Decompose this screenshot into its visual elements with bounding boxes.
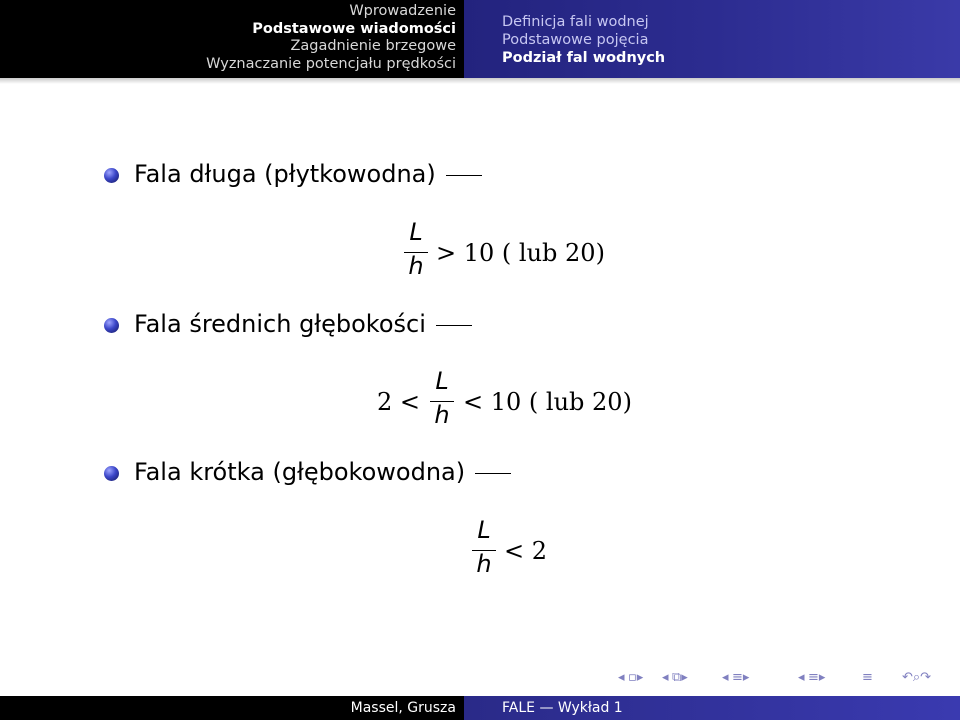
- fraction-denominator: h: [434, 401, 450, 429]
- em-dash: [446, 175, 482, 176]
- section-prev-icon[interactable]: ◂: [722, 670, 729, 685]
- list-item-fala-srednich: [134, 310, 472, 338]
- em-dash: [475, 473, 511, 474]
- slide-next-icon[interactable]: ⧉▸: [672, 670, 688, 685]
- em-dash: [436, 325, 472, 326]
- section-link-podstawowe-wiadomosci[interactable]: Podstawowe wiadomości: [252, 20, 456, 37]
- slide-prev-icon[interactable]: ◂: [662, 670, 669, 685]
- list-item-label: Fala średnich głębokości: [134, 310, 426, 338]
- frame-next-icon[interactable]: ▫▸: [628, 670, 644, 685]
- subsection-link-podzial[interactable]: Podział fal wodnych: [502, 50, 666, 66]
- formula-relation: < 10 ( lub 20): [463, 388, 632, 416]
- list-item-fala-dluga: [134, 160, 482, 188]
- section-next-icon[interactable]: ≡▸: [732, 670, 750, 685]
- subsection-link-pojecia[interactable]: Podstawowe pojęcia: [502, 32, 649, 48]
- header-shadow: [0, 78, 960, 84]
- footer-author: Massel, Grusza: [350, 700, 456, 716]
- fraction-l-over-h: [430, 367, 454, 437]
- footer-left: [0, 696, 464, 720]
- fraction-l-over-h: [404, 218, 428, 288]
- list-item-label: Fala długa (płytkowodna): [134, 160, 436, 188]
- formula-relation: < 2: [504, 537, 548, 565]
- subsection-prev-icon[interactable]: ◂: [798, 670, 805, 685]
- fraction-numerator: L: [435, 367, 449, 395]
- section-link-zagadnienie-brzegowe[interactable]: Zagadnienie brzegowe: [290, 38, 456, 54]
- footer-right: [464, 696, 960, 720]
- subsection-navigation: [464, 0, 960, 78]
- footer-title: FALE — Wykład 1: [502, 700, 623, 716]
- subsection-next-icon[interactable]: ≡▸: [808, 670, 826, 685]
- fraction-l-over-h: [472, 516, 496, 586]
- section-navigation: [0, 0, 464, 78]
- fraction-denominator: h: [476, 550, 492, 578]
- formula-left-bound: 2 <: [377, 388, 421, 416]
- bullet-icon: [104, 466, 119, 481]
- subsection-link-definicja[interactable]: Definicja fali wodnej: [502, 14, 649, 30]
- fraction-denominator: h: [408, 252, 424, 280]
- frame-prev-icon[interactable]: ◂: [618, 670, 625, 685]
- search-icon[interactable]: ↶⌕↷: [902, 670, 932, 685]
- list-item-label: Fala krótka (głębokowodna): [134, 458, 466, 486]
- bullet-icon: [104, 168, 119, 183]
- fraction-numerator: L: [409, 218, 423, 246]
- align-icon[interactable]: ≡: [862, 670, 873, 685]
- formula-relation: > 10 ( lub 20): [436, 239, 605, 267]
- header: [0, 0, 960, 78]
- fraction-numerator: L: [477, 516, 491, 544]
- list-item-fala-krotka: [134, 458, 511, 486]
- section-link-wprowadzenie[interactable]: Wprowadzenie: [349, 3, 456, 19]
- section-link-wyznaczanie-potencjalu[interactable]: Wyznaczanie potencjału prędkości: [206, 55, 456, 72]
- bullet-icon: [104, 318, 119, 333]
